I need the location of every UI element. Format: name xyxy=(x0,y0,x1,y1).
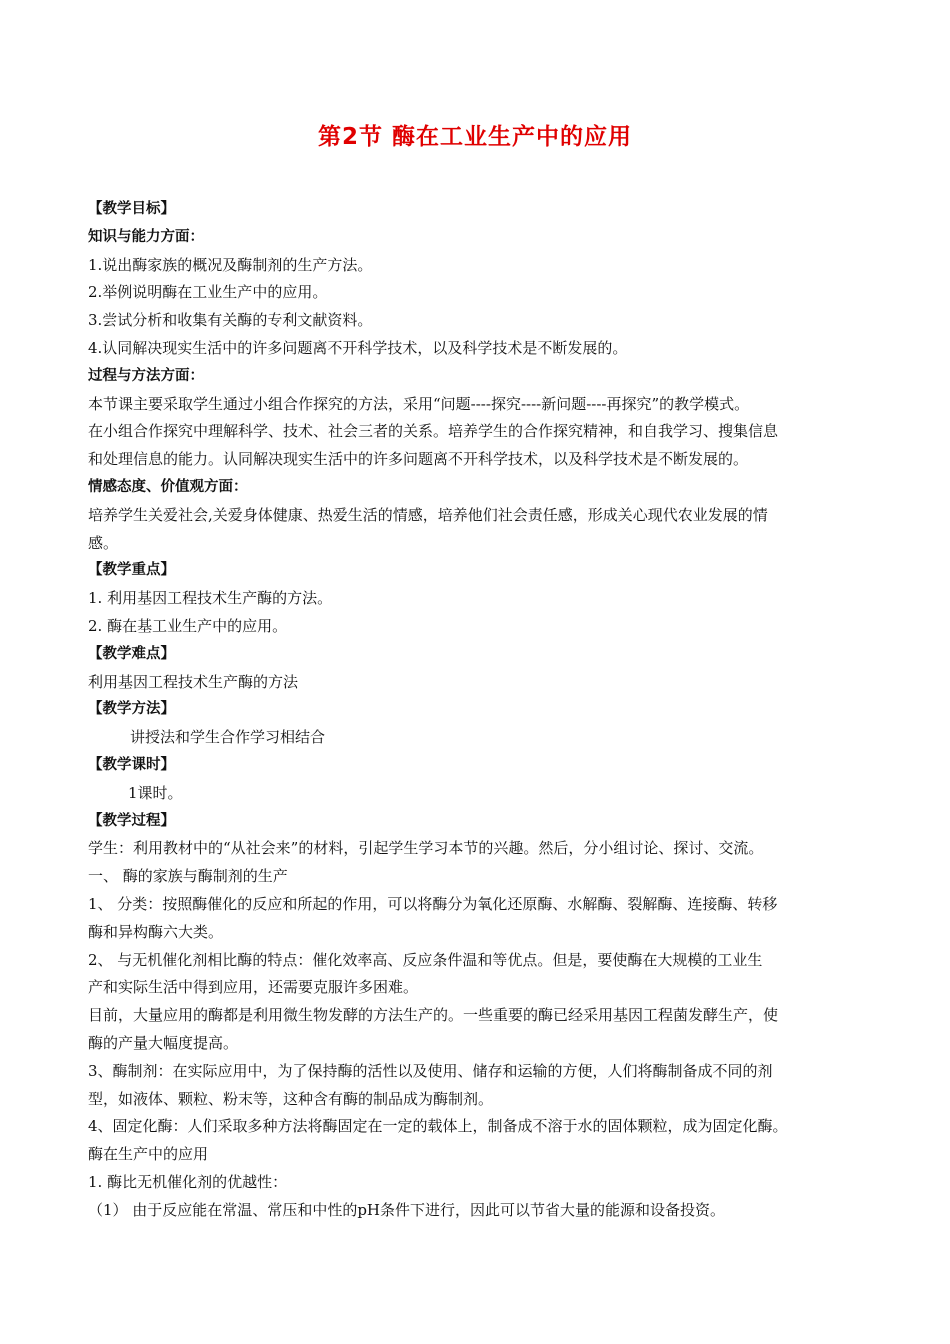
paragraph-line: 酶的产量大幅度提高。 xyxy=(88,1033,239,1052)
subheading-knowledge: 知识与能力方面： xyxy=(88,228,204,245)
paragraph-line: 学生：利用教材中的“从社会来”的材料，引起学生学习本节的兴趣。然后，分小组讨论、探讨、交流。 xyxy=(88,839,764,858)
document-title: 第2节 酶在工业生产中的应用 xyxy=(317,124,632,150)
paragraph-line: 在小组合作探究中理解科学、技术、社会三者的关系。培养学生的合作探究精神，和自我学习、搜集信息 xyxy=(88,422,779,441)
paragraph-line: 2、 与无机催化剂相比酶的特点：催化效率高、反应条件温和等优点。但是，要使酶在大规模的工业生 xyxy=(88,950,763,969)
section-heading-key-points: 【教学重点】 xyxy=(88,562,175,579)
paragraph-line: 培养学生关爱社会,关爱身体健康、热爱生活的情感，培养他们社会责任感，形成关心现代农业发展的情 xyxy=(88,505,768,524)
section-heading-methods: 【教学方法】 xyxy=(88,701,175,718)
section-heading-process: 【教学过程】 xyxy=(88,812,175,829)
section-heading-objectives: 【教学目标】 xyxy=(88,201,175,217)
list-item: 1. 利用基因工程技术生产酶的方法。 xyxy=(88,589,333,608)
paragraph-line: 产和实际生活中得到应用，还需要克服许多困难。 xyxy=(88,978,419,997)
section-heading-hours: 【教学课时】 xyxy=(88,756,175,773)
paragraph-line: 一、 酶的家族与酶制剂的生产 xyxy=(88,867,288,886)
document-body xyxy=(88,196,868,1224)
subheading-attitude: 情感态度、价值观方面： xyxy=(88,478,248,495)
paragraph-line: 3、酶制剂：在实际应用中，为了保持酶的活性以及使用、储存和运输的方便，人们将酶制备成不同的剂 xyxy=(88,1061,773,1080)
paragraph-line: 2.举例说明酶在工业生产中的应用。 xyxy=(88,283,328,302)
paragraph-line: 酶和异构酶六大类。 xyxy=(88,922,224,941)
subheading-process: 过程与方法方面： xyxy=(88,367,204,384)
section-heading-difficulties: 【教学难点】 xyxy=(88,645,175,662)
paragraph-line: 1.说出酶家族的概况及酶制剂的生产方法。 xyxy=(88,255,373,274)
paragraph-line: 利用基因工程技术生产酶的方法 xyxy=(88,672,299,691)
paragraph-line: 1. 酶比无机催化剂的优越性： xyxy=(88,1172,288,1191)
paragraph-line: 3.尝试分析和收集有关酶的专利文献资料。 xyxy=(88,311,373,330)
paragraph-line: 目前，大量应用的酶都是利用微生物发酵的方法生产的。一些重要的酶已经采用基因工程菌发酵生产，使 xyxy=(88,1006,779,1025)
paragraph-line: 4.认同解决现实生活中的许多问题离不开科学技术，以及科学技术是不断发展的。 xyxy=(88,338,628,357)
paragraph-line: 和处理信息的能力。认同解决现实生活中的许多问题离不开科学技术，以及科学技术是不断发展的。 xyxy=(88,450,749,469)
paragraph-line: 1、 分类：按照酶催化的反应和所起的作用，可以将酶分为氧化还原酶、水解酶、裂解酶、连接酶、转移 xyxy=(88,894,778,913)
paragraph-line: 1课时。 xyxy=(128,783,183,802)
paragraph-line: 4、固定化酶：人们采取多种方法将酶固定在一定的载体上，制备成不溶于水的固体颗粒，成为固定化酶。 xyxy=(88,1117,788,1136)
paragraph-line: 感。 xyxy=(88,533,119,552)
paragraph-line: 型，如液体、颗粒、粉末等，这种含有酶的制品成为酶制剂。 xyxy=(88,1089,494,1108)
list-item: 2. 酶在基工业生产中的应用。 xyxy=(88,616,288,635)
paragraph-line: 讲授法和学生合作学习相结合 xyxy=(130,728,326,747)
paragraph-line: （1） 由于反应能在常温、常压和中性的pH条件下进行，因此可以节省大量的能源和设备投资。 xyxy=(88,1200,725,1219)
paragraph-line: 本节课主要采取学生通过小组合作探究的方法，采用“问题----探究----新问题----再探究”的教学模式。 xyxy=(88,394,750,413)
paragraph-line: 酶在生产中的应用 xyxy=(88,1145,209,1164)
